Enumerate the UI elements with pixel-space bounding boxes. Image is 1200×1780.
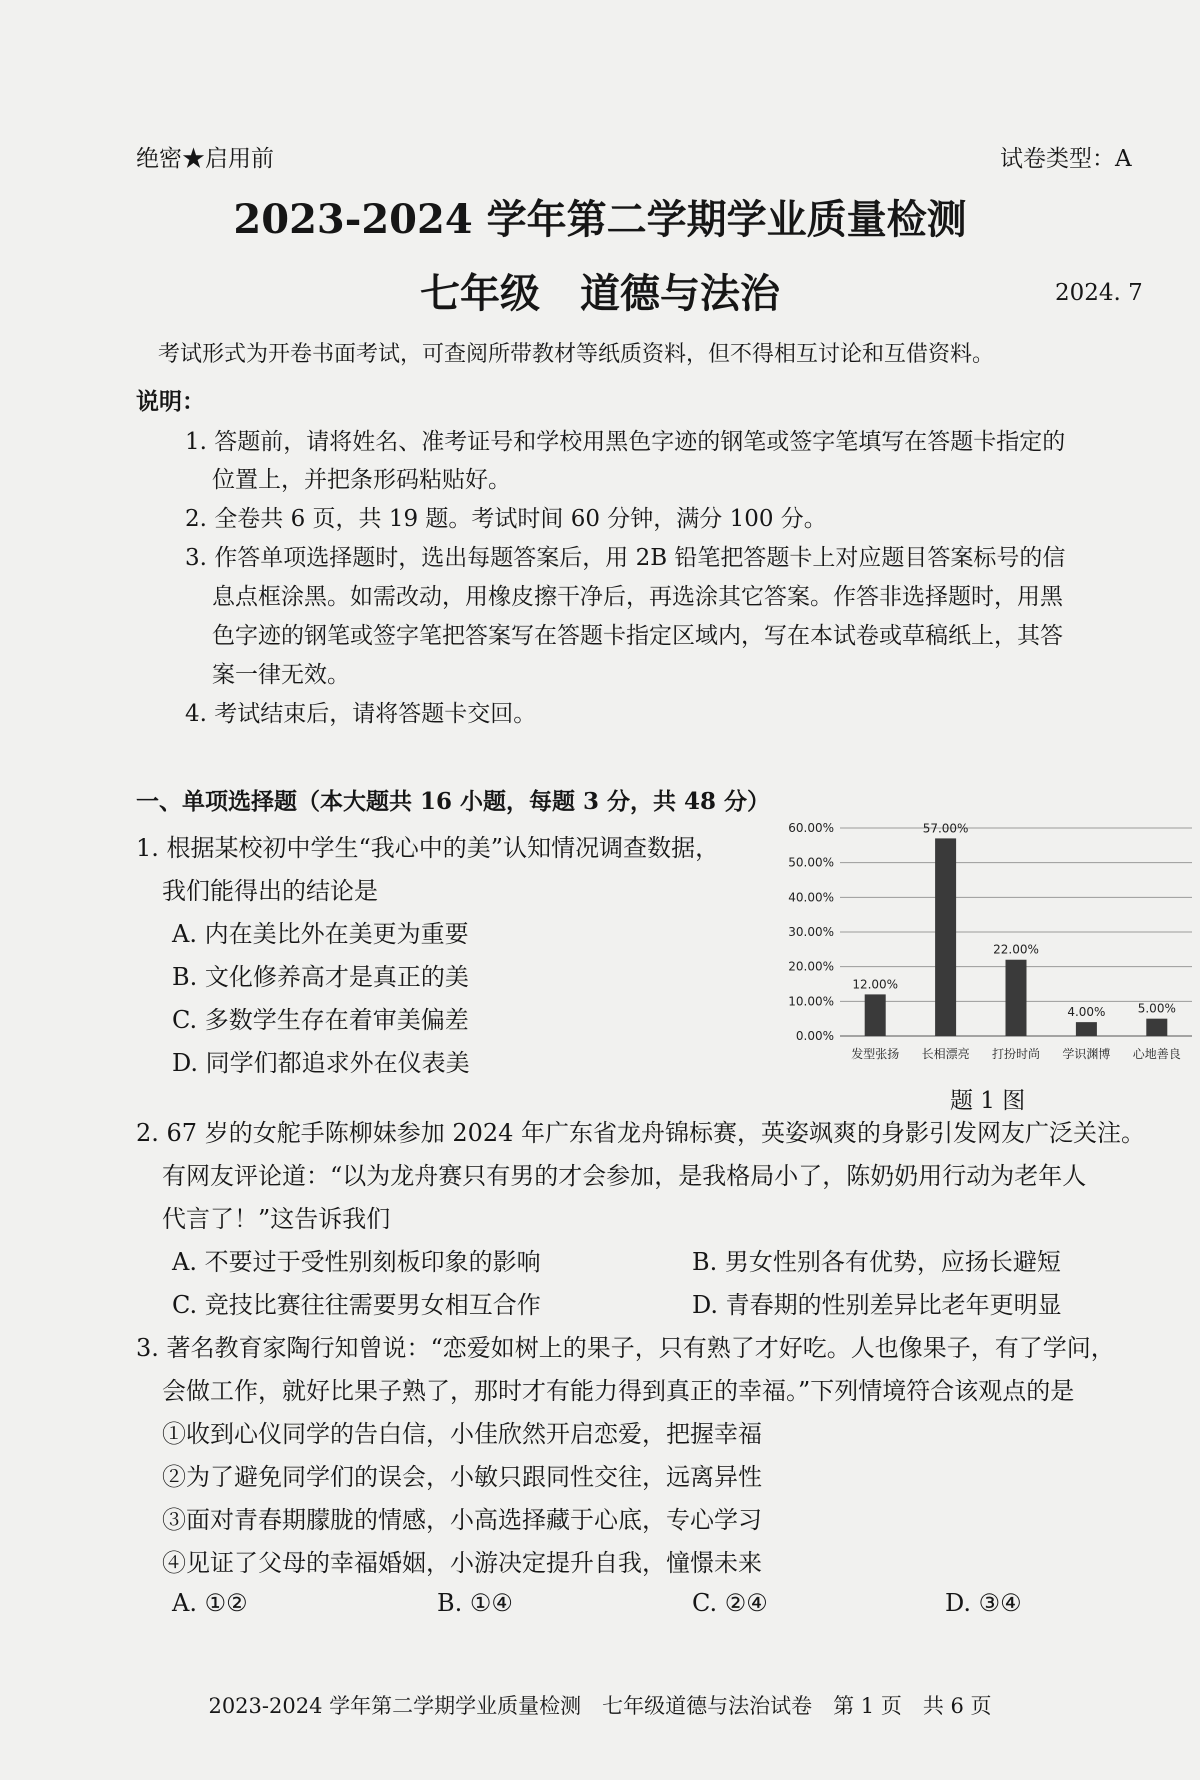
x-tick-label: 长相漂亮: [921, 1047, 970, 1061]
q1-chart: [780, 810, 1200, 1100]
y-tick-label: 20.00%: [788, 959, 834, 974]
bar: [865, 994, 886, 1036]
q1-bar-chart: [780, 810, 1200, 1100]
q3-stem: 3. 著名教育家陶行知曾说：“恋爱如树上的果子，只有熟了才好吃。人也像果子，有了学问，: [136, 1334, 1115, 1362]
data-label: 4.00%: [1067, 1005, 1106, 1020]
data-label: 22.00%: [993, 942, 1039, 957]
q2-stem: 代言了！”这告诉我们: [162, 1205, 391, 1233]
y-tick-label: 0.00%: [795, 1029, 834, 1043]
exam-date: 2024. 7: [1055, 280, 1143, 306]
q3-item: ②为了避免同学们的误会，小敏只跟同性交往，远离异性: [162, 1463, 762, 1491]
page-footer: 2023-2024 学年第二学期学业质量检测 七年级道德与法治试卷 第 1 页 共 6 页: [208, 1694, 992, 1718]
data-label: 12.00%: [852, 977, 899, 992]
exam-subject: 七年级 道德与法治: [420, 270, 780, 317]
q1-option-d: D. 同学们都追求外在仪表美: [172, 1049, 470, 1077]
q2-option-c: C. 竞技比赛往往需要男女相互合作: [172, 1291, 541, 1319]
q2-stem: 有网友评论道：“以为龙舟赛只有男的才会参加，是我格局小了，陈奶奶用行动为老年人: [162, 1162, 1087, 1190]
q2-option-b: B. 男女性别各有优势，应扬长避短: [692, 1248, 1061, 1276]
q3-option-a: A. ①②: [172, 1589, 248, 1617]
note-line: 色字迹的钢笔或签字笔把答案写在答题卡指定区域内，写在本试卷或草稿纸上，其答: [212, 623, 1063, 649]
q2-option-a: A. 不要过于受性别刻板印象的影响: [172, 1248, 541, 1276]
q1-option-b: B. 文化修养高才是真正的美: [172, 963, 469, 991]
exam-title: 2023-2024 学年第二学期学业质量检测: [233, 196, 967, 243]
q1-figure-caption: 题 1 图: [950, 1088, 1026, 1114]
x-tick-label: 打扮时尚: [991, 1047, 1041, 1061]
bar: [1076, 1022, 1097, 1036]
q1-stem: 1. 根据某校初中学生“我心中的美”认知情况调查数据，: [136, 834, 720, 862]
y-tick-label: 50.00%: [788, 855, 834, 870]
x-tick-label: 发型张扬: [851, 1047, 900, 1061]
x-tick-label: 心地善良: [1132, 1047, 1181, 1061]
data-label: 57.00%: [922, 821, 969, 836]
q3-option-c: C. ②④: [692, 1589, 768, 1617]
q2-stem: 2. 67 岁的女舵手陈柳妹参加 2024 年广东省龙舟锦标赛，英姿飒爽的身影引发网友广泛关注。: [136, 1119, 1146, 1147]
notes-heading: 说明：: [136, 388, 205, 415]
y-tick-label: 40.00%: [788, 890, 834, 905]
note-line: 1. 答题前，请将姓名、准考证号和学校用黑色字迹的钢笔或签字笔填写在答题卡指定的: [185, 429, 1066, 455]
data-label: 5.00%: [1137, 1001, 1176, 1016]
bar: [1146, 1019, 1167, 1036]
bar: [1006, 960, 1027, 1036]
q3-item: ④见证了父母的幸福婚姻，小游决定提升自我，憧憬未来: [162, 1549, 762, 1577]
note-line: 2. 全卷共 6 页，共 19 题。考试时间 60 分钟，满分 100 分。: [185, 506, 827, 532]
paper-type: 试卷类型：A: [1000, 146, 1132, 172]
note-line: 3. 作答单项选择题时，选出每题答案后，用 2B 铅笔把答题卡上对应题目答案标号的信: [185, 545, 1066, 571]
q3-stem: 会做工作，就好比果子熟了，那时才有能力得到真正的幸福。”下列情境符合该观点的是: [162, 1377, 1075, 1405]
note-line: 息点框涂黑。如需改动，用橡皮擦干净后，再选涂其它答案。作答非选择题时，用黑: [212, 584, 1063, 610]
q1-option-a: A. 内在美比外在美更为重要: [172, 920, 469, 948]
y-tick-label: 60.00%: [788, 821, 834, 835]
y-tick-label: 30.00%: [788, 925, 834, 939]
q3-item: ③面对青春期朦胧的情感，小高选择藏于心底，专心学习: [162, 1506, 762, 1534]
note-line: 位置上，并把条形码粘贴好。: [212, 467, 511, 493]
q3-item: ①收到心仪同学的告白信，小佳欣然开启恋爱，把握幸福: [162, 1420, 762, 1448]
q2-option-d: D. 青春期的性别差异比老年更明显: [692, 1291, 1062, 1319]
confidential-mark: 绝密★启用前: [136, 146, 274, 172]
bar: [935, 838, 956, 1036]
q1-stem: 我们能得出的结论是: [162, 877, 378, 905]
q3-option-b: B. ①④: [437, 1589, 513, 1617]
q1-option-c: C. 多数学生存在着审美偏差: [172, 1006, 469, 1034]
exam-form-note: 考试形式为开卷书面考试，可查阅所带教材等纸质资料，但不得相互讨论和互借资料。: [158, 342, 995, 367]
section-heading: 一、单项选择题（本大题共 16 小题，每题 3 分，共 48 分）: [136, 788, 771, 815]
y-tick-label: 10.00%: [788, 994, 834, 1009]
note-line: 案一律无效。: [212, 662, 350, 688]
x-tick-label: 学识渊博: [1062, 1047, 1111, 1061]
note-line: 4. 考试结束后，请将答题卡交回。: [185, 701, 537, 727]
q3-option-d: D. ③④: [945, 1589, 1022, 1617]
